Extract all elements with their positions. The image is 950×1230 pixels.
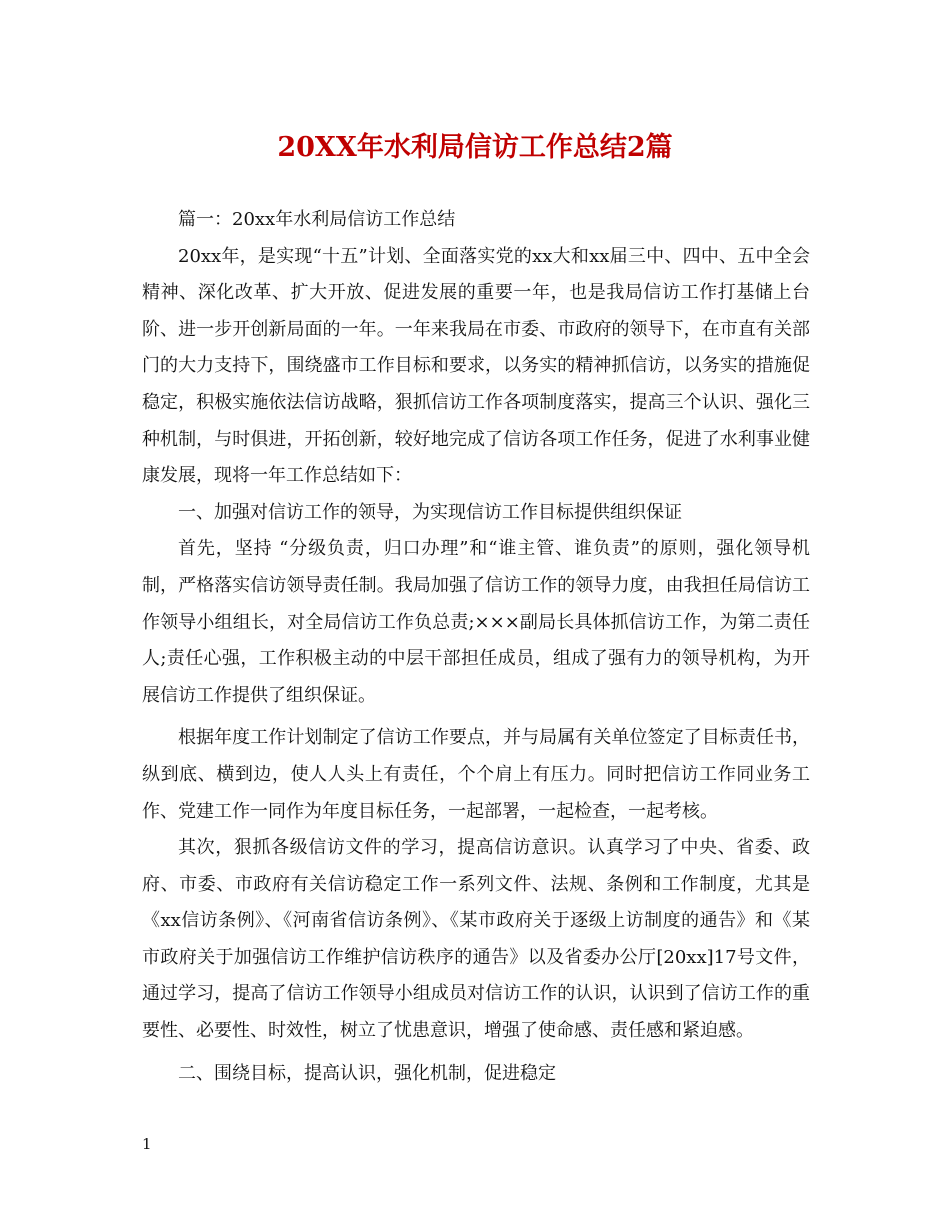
- section-heading-one: 一、加强对信访工作的领导，为实现信访工作目标提供组织保证: [178, 501, 682, 523]
- document-body: [142, 202, 810, 1092]
- paragraph-study: 其次，狠抓各级信访文件的学习，提高信访意识。认真学习了中央、省委、政府、市委、市政府有关信访稳定工作一系列文件、法规、条例和工作制度，尤其是《xx信访条例》、《河南省信访条例》、《某市政府关于逐级上访制度的通告》和《某市政府关于加强信访工作维护信访秩序的通告》以及省委办公厅[20xx]17号文件，通过学习，提高了信访工作领导小组成员对信访工作的认识，认识到了信访工作的重要性、必要性、时效性，树立了忧患意识，增强了使命感、责任感和紧迫感。: [142, 837, 810, 1042]
- document-title: 20XX年水利局信访工作总结2篇: [277, 132, 673, 163]
- paragraph-leadership: 首先，坚持 “分级负责，归口办理”和“谁主管、谁负责”的原则，强化领导机制，严格落实信访领导责任制。我局加强了信访工作的领导力度，由我担任局信访工作领导小组组长，对全局信访工作负总责;×××副局长具体抓信访工作，为第二责任人;责任心强，工作积极主动的中层干部担任成员，组成了强有力的领导机构，为开展信访工作提供了组织保证。: [142, 538, 810, 706]
- section-heading-part-one: 篇一：20xx年水利局信访工作总结: [178, 209, 456, 230]
- section-heading-two: 二、围绕目标，提高认识，强化机制，促进稳定: [178, 1062, 556, 1084]
- page-number: 1: [142, 1135, 152, 1153]
- intro-paragraph: 20xx年，是实现“十五”计划、全面落实党的xx大和xx届三中、四中、五中全会精神、深化改革、扩大开放、促进发展的重要一年，也是我局信访工作打基储上台阶、进一步开创新局面的一年。一年来我局在市委、市政府的领导下，在市直有关部门的大力支持下，围绕盛市工作目标和要求，以务实的精神抓信访，以务实的措施促稳定，积极实施依法信访战略，狠抓信访工作各项制度落实，提高三个认识、强化三种机制，与时俱进，开拓创新，较好地完成了信访各项工作任务，促进了水利事业健康发展，现将一年工作总结如下：: [142, 245, 810, 487]
- paragraph-annual-plan: 根据年度工作计划制定了信访工作要点，并与局属有关单位签定了目标责任书，纵到底、横到边，使人人头上有责任，个个肩上有压力。同时把信访工作同业务工作、党建工作一同作为年度目标任务，一起部署，一起检查，一起考核。: [142, 727, 810, 822]
